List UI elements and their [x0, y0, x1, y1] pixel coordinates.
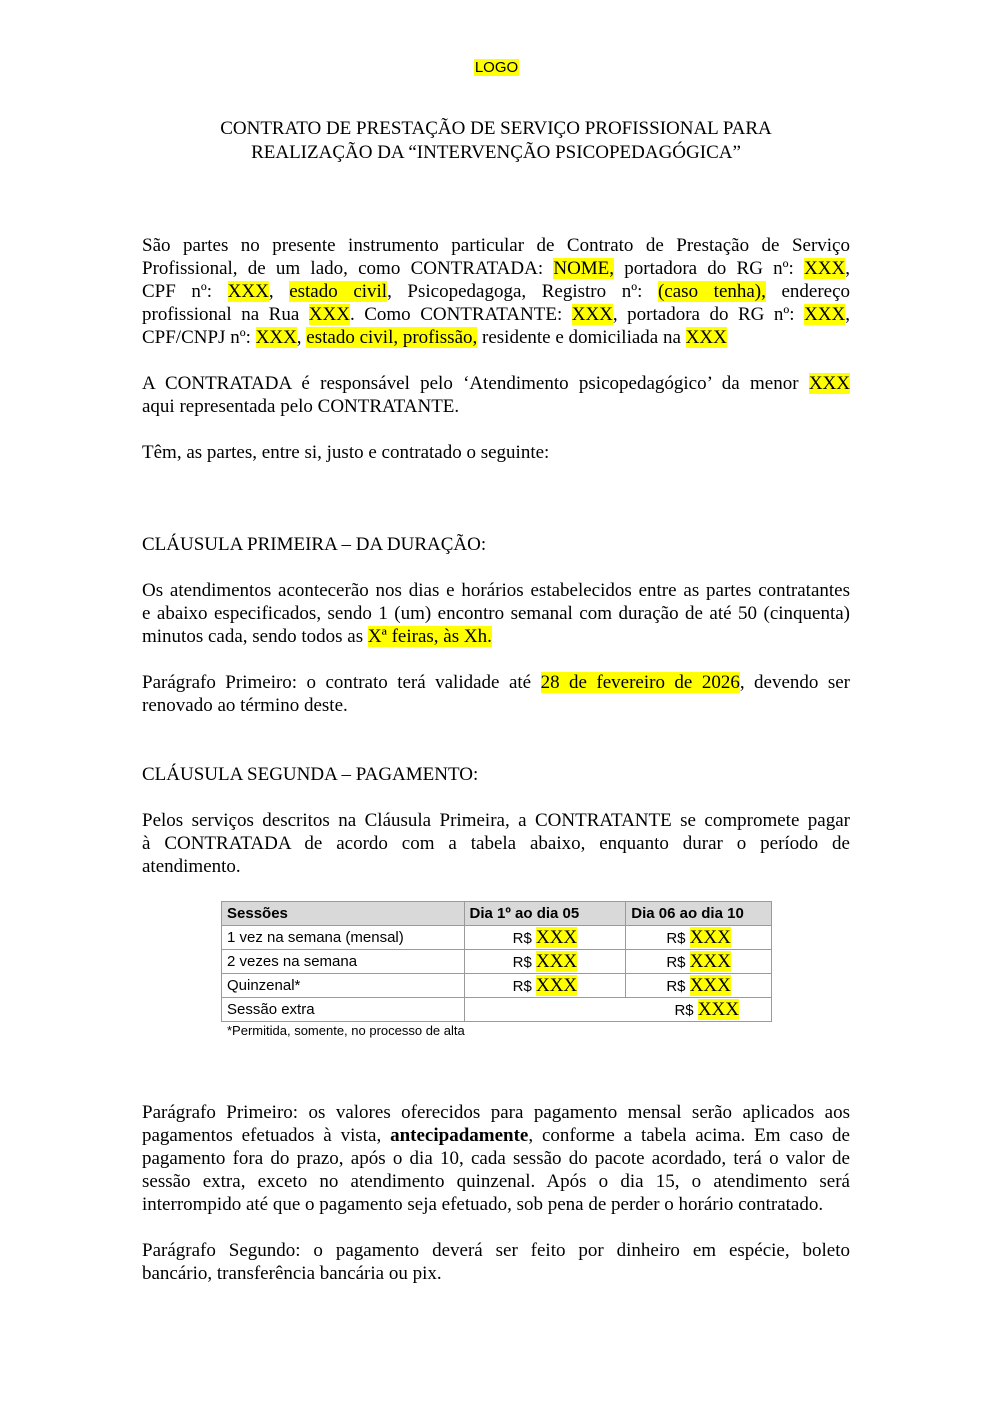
- table-cell-price: R$ XXX: [626, 974, 772, 998]
- logo-placeholder: [0, 59, 993, 77]
- table-cell-price: R$ XXX: [464, 926, 626, 950]
- table-row: [222, 998, 772, 1022]
- title-line-2: REALIZAÇÃO DA “INTERVENÇÃO PSICOPEDAGÓGICA”: [251, 142, 741, 163]
- pricing-table: [221, 901, 772, 1022]
- logo-text: LOGO: [474, 59, 519, 76]
- table-cell-label: Quinzenal*: [222, 974, 465, 998]
- title-line-1: CONTRATO DE PRESTAÇÃO DE SERVIÇO PROFISSIONAL PARA: [220, 118, 772, 139]
- highlight-name: NOME,: [553, 258, 615, 279]
- clause-2-paragraph-2: [142, 1239, 850, 1285]
- clause-1-line-2: e abaixo especificados, sendo 1 (um) encontro semanal com duração de até 50 (cinquenta): [142, 603, 850, 624]
- clause-2-paragraph-1: [142, 1101, 850, 1216]
- table-row: [222, 974, 772, 998]
- intro-line-3: CPF nº: XXX, estado civil, Psicopedagoga, Registro nº: (caso tenha), endereço: [142, 281, 851, 302]
- clause-2-heading: CLÁUSULA SEGUNDA – PAGAMENTO:: [142, 764, 479, 785]
- c2-p1-line-5: interrompido até que o pagamento seja efetuado, sob pena de perder o horário contratado.: [142, 1194, 824, 1215]
- clause-1-heading: CLÁUSULA PRIMEIRA – DA DURAÇÃO:: [142, 534, 487, 555]
- table-cell-price: R$ XXX: [626, 926, 772, 950]
- agreement-statement: Têm, as partes, entre si, justo e contratado o seguinte:: [142, 442, 550, 463]
- table-cell-price: R$ XXX: [464, 974, 626, 998]
- clause-1-line-1: Os atendimentos acontecerão nos dias e horários estabelecidos entre as partes contratantes: [142, 580, 850, 601]
- highlight-schedule: Xª feiras, às Xh.: [367, 626, 492, 647]
- table-cell-price: R$ XXX: [464, 950, 626, 974]
- table-cell-label: Sessão extra: [222, 998, 465, 1022]
- c2-p2-line-1: Parágrafo Segundo: o pagamento deverá ser feito por dinheiro em espécie, boleto: [142, 1240, 850, 1261]
- table-cell-label: 1 vez na semana (mensal): [222, 926, 465, 950]
- c2-p1-line-2: pagamentos efetuados à vista, antecipadamente, conforme a tabela acima. Em caso de: [142, 1125, 850, 1146]
- table-cell-price: R$ XXX: [626, 950, 772, 974]
- clause-1-paragraph-1: [142, 671, 850, 717]
- table-header-days-1-5: Dia 1º ao dia 05: [464, 902, 626, 926]
- clause-1-body: [142, 579, 850, 648]
- c2-p1-line-1: Parágrafo Primeiro: os valores oferecidos para pagamento mensal serão aplicados aos: [142, 1102, 850, 1123]
- c2-p1-line-3: pagamento fora do prazo, após o dia 10, cada sessão do pacote acordado, terá o valor de: [142, 1148, 850, 1169]
- table-header-sessions: Sessões: [222, 902, 465, 926]
- table-header-row: [222, 902, 772, 926]
- intro-line-5: CPF/CNPJ nº: XXX, estado civil, profissão, residente e domiciliada na XXX: [142, 327, 727, 348]
- intro-line-4: profissional na Rua XXX. Como CONTRATANTE: XXX, portadora do RG nº: XXX,: [142, 304, 850, 325]
- c2-p2-line-2: bancário, transferência bancária ou pix.: [142, 1263, 442, 1284]
- table-row: [222, 926, 772, 950]
- table-footnote: *Permitida, somente, no processo de alta: [227, 1023, 465, 1038]
- intro-line-1: São partes no presente instrumento particular de Contrato de Prestação de Serviço: [142, 235, 850, 256]
- clause-2-body: [142, 809, 850, 878]
- clause-2-line-1: Pelos serviços descritos na Cláusula Primeira, a CONTRATANTE se compromete pagar: [142, 810, 850, 831]
- resp-line-1: A CONTRATADA é responsável pelo ‘Atendimento psicopedagógico’ da menor XXX: [142, 373, 850, 394]
- document-title: [142, 117, 850, 165]
- clause-2-line-2: à CONTRATADA de acordo com a tabela abaixo, enquanto durar o período de: [142, 833, 850, 854]
- clause-1-line-3: minutos cada, sendo todos as Xª feiras, às Xh.: [142, 626, 492, 647]
- clause-1-p1-line-1: Parágrafo Primeiro: o contrato terá validade até 28 de fevereiro de 2026, devendo ser: [142, 672, 851, 693]
- clause-2-line-3: atendimento.: [142, 856, 241, 877]
- table-row: [222, 950, 772, 974]
- c2-p1-line-4: sessão extra, exceto no atendimento quinzenal. Após o dia 15, o atendimento será: [142, 1171, 850, 1192]
- table-cell-label: 2 vezes na semana: [222, 950, 465, 974]
- table-header-days-6-10: Dia 06 ao dia 10: [626, 902, 772, 926]
- resp-line-2: aqui representada pelo CONTRATANTE.: [142, 396, 460, 417]
- intro-paragraph: [142, 234, 850, 349]
- clause-1-p1-line-2: renovado ao término deste.: [142, 695, 348, 716]
- highlight-validity-date: 28 de fevereiro de 2026: [540, 672, 740, 693]
- table-cell-price: R$ XXX: [464, 998, 771, 1022]
- intro-line-2: Profissional, de um lado, como CONTRATADA: NOME, portadora do RG nº: XXX,: [142, 258, 850, 279]
- responsibility-paragraph: [142, 372, 850, 418]
